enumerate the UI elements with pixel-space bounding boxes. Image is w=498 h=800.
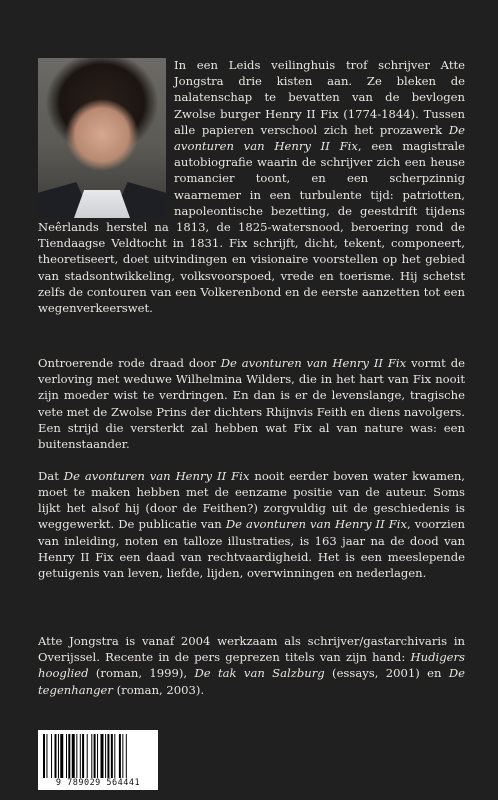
barcode-bar xyxy=(66,734,67,778)
work-title: De tegenhanger xyxy=(38,666,466,697)
book-title: De avonturen van Henry II Fix xyxy=(174,122,465,154)
work-title: De tak van Salzburg xyxy=(194,666,325,681)
barcode-bar xyxy=(105,734,106,778)
barcode-bar xyxy=(111,734,113,778)
barcode-bar xyxy=(87,734,88,778)
barcode-bar xyxy=(58,734,59,778)
barcode-bar xyxy=(51,734,52,778)
author-bio: Atte Jongstra is vanaf 2004 werkzaam als schrijver/gastarchivaris in Overijssel. Recente in de pers geprezen titels van zijn hand: Hudigers hooglied (roman, 1999), De tak van Salzburg (essays, 2001) en De tegenhanger (roman, 2003). xyxy=(38,634,466,697)
barcode-bar xyxy=(101,734,104,778)
isbn-number: 9 789029 564441 xyxy=(55,778,141,788)
barcode-bar xyxy=(72,734,75,778)
barcode-bar xyxy=(107,734,109,778)
description-paragraph-3: Dat De avonturen van Henry II Fix nooit eerder boven water kwamen, moet te maken hebben met de eenzame positie van de auteur. Soms lijkt het alsof hij (door de Feithen?) zorgvuldig uit de geschiedenis is weggewerkt. De publicatie van De avonturen van Henry II Fix, voorzien van inleiding, noten en talloze illustraties, is 163 jaar na de dood van Henry II Fix een daad van rechtvaardigheid. Het is een meeslepende getuigenis van leven, liefde, lijden, overwinningen en nederlagen. xyxy=(38,468,465,580)
barcode-bar xyxy=(43,734,45,778)
barcode-bar xyxy=(80,734,81,778)
barcode-bars xyxy=(43,734,153,778)
barcode-bar xyxy=(82,734,84,778)
barcode-bar xyxy=(94,734,96,778)
barcode-bar xyxy=(119,734,121,778)
barcode-bar xyxy=(114,734,115,778)
barcode-bar xyxy=(76,734,77,778)
barcode-bar xyxy=(55,734,57,778)
description-paragraph-1 xyxy=(38,57,465,316)
work-title: Hudigers hooglied xyxy=(38,650,465,681)
paragraph-1-text-a: In een Leids veilinghuis trof schrijver Atte Jongstra drie kisten aan. Ze bleken de nalatenschap te bevatten van de bevlogen Zwolse burger Henry II Fix (1774-1844). Tussen alle papieren verschool zich het prozawerk xyxy=(174,58,465,137)
barcode-bar xyxy=(68,734,70,778)
book-title: De avonturen van Henry II Fix xyxy=(220,356,407,370)
paragraph-1-text-b: , een magistrale autobiografie waarin de schrijver zich een heuse romancier toont, en een scherpzinnig waarnemer in een turbulente tijd: patriotten, napoleontische bezetting, de geestdrift tijdens Neêrlands herstel na 1813, de 1825-watersnood, beroering rond de Tiendaagse Veldtocht in 1831. Fix schrijft, dicht, tekent, componeert, theoretiseert, doet uitvindingen en visionaire voorstellen op het gebied van stadsontwikkeling, volksvoorspoed, vrede en toerisme. Hij schetst zelfs de contouren van een Volkerenbond en de eerste aanzetten tot een wegenverkeerswet. xyxy=(38,139,465,316)
barcode-bar xyxy=(60,734,63,778)
barcode-bar xyxy=(91,734,92,778)
description-paragraph-2: Ontroerende rode draad door De avonturen van Henry II Fix vormt de verloving met weduwe Wilhelmina Wilders, die in het hart van Fix nooit zijn moeder wist te verdringen. En dan is er de levenslange, tragische vete met de Zwolse Prins der dichters Rhijnvis Feith en diens navolgers. Een strijd die versterkt zal hebben wat Fix al van nature was: een buitenstaander. xyxy=(38,356,465,452)
book-title: De avonturen van Henry II Fix xyxy=(225,517,408,532)
barcode-bar xyxy=(122,734,123,778)
barcode-bar xyxy=(46,734,47,778)
barcode-bar xyxy=(97,734,98,778)
book-title: De avonturen van Henry II Fix xyxy=(63,468,250,483)
description-body xyxy=(38,355,465,597)
isbn-barcode xyxy=(38,730,158,790)
barcode-bar xyxy=(126,734,127,778)
